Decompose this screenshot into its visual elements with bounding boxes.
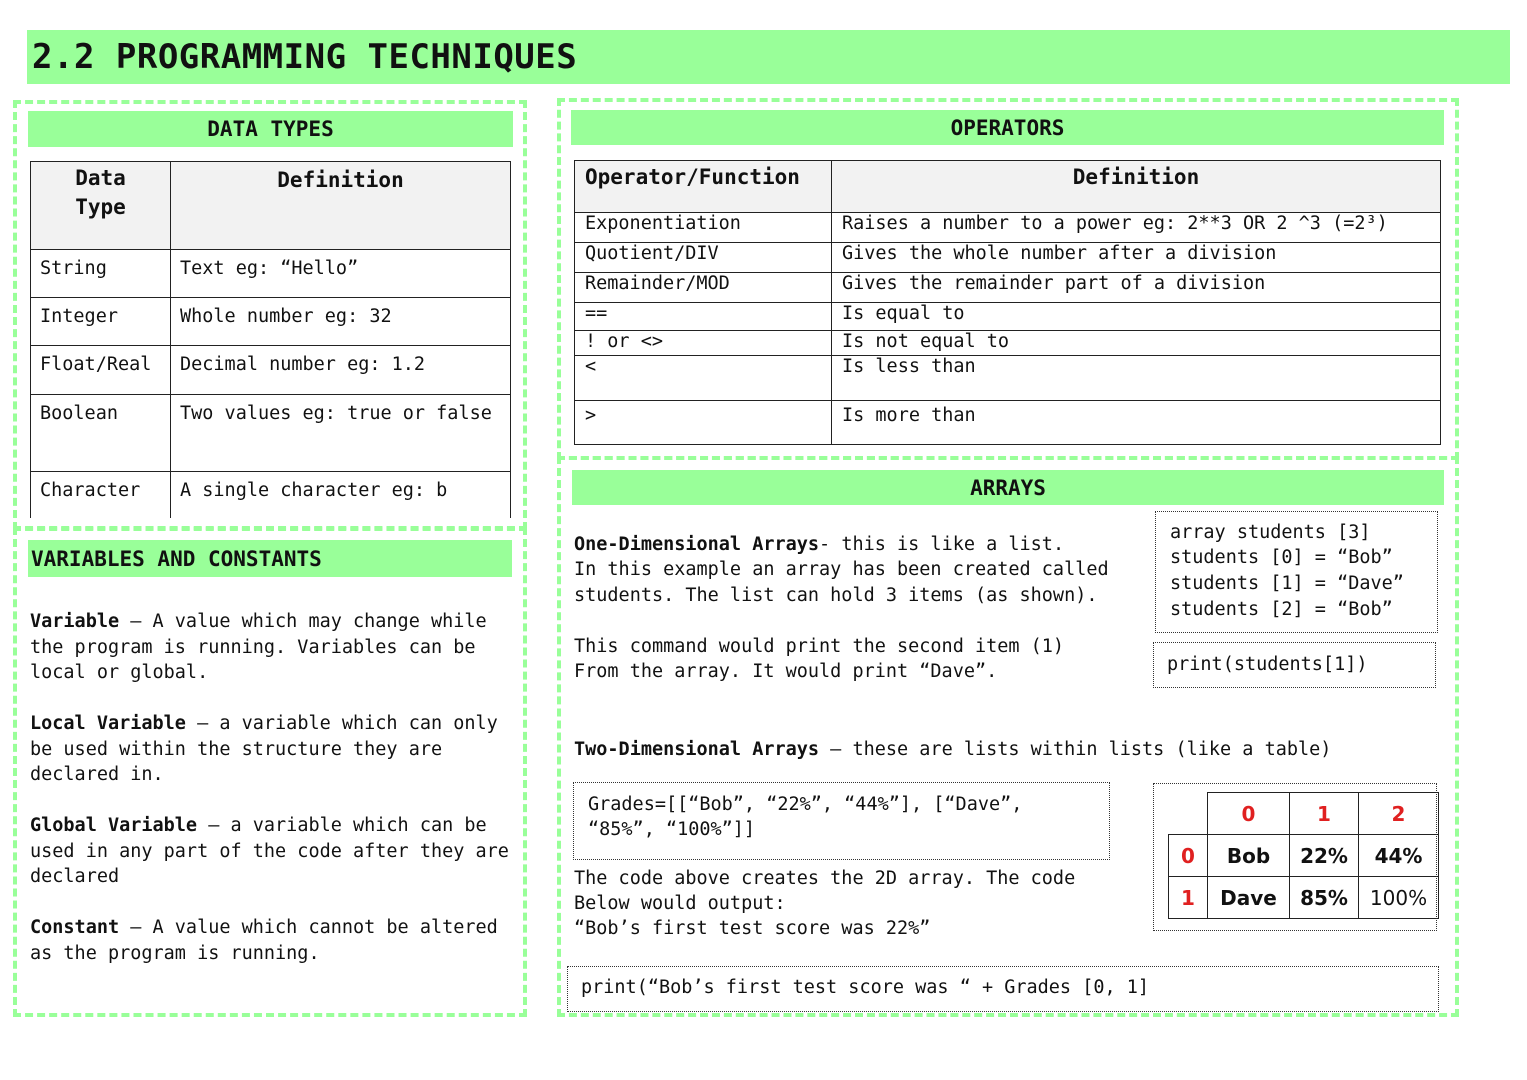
data-type-name: Integer [31,298,171,346]
data-type-name: Character [31,472,171,518]
table-row [575,356,1441,401]
data-type-name: String [31,250,171,298]
code-line: students [0] = “Bob” [1170,547,1393,568]
two-d-array-grid [1168,792,1439,919]
constant-definition [30,915,510,966]
operators-col-op: Operator/Function [575,161,832,213]
table-row [1169,877,1439,919]
grid-row-header: 0 [1169,835,1208,877]
grades-code-line-1: Grades=[[“Bob”, “22%”, “44%”], [“Dave”, [588,794,1023,815]
operator-definition: Is not equal to [832,331,1441,356]
grid-cell: 22% [1290,835,1359,877]
grid-col-header: 0 [1208,793,1290,835]
term-text: – A value which may change while the program is running. Variables can be local or global. [30,611,487,683]
print-explanation-line-2: From the array. It would print “Dave”. [574,661,998,682]
data-type-name: Boolean [31,395,171,472]
grid-cell: 100% [1359,877,1439,919]
data-type-name: Float/Real [31,346,171,395]
grid-corner [1169,793,1208,835]
one-d-array-line-2: In this example an array has been created called [574,559,1109,580]
operator-definition: Gives the remainder part of a division [832,273,1441,303]
operator-definition: Gives the whole number after a division [832,243,1441,273]
two-d-array-term: Two-Dimensional Arrays [574,739,820,760]
variable-definition [30,609,510,686]
page-title: 2.2 PROGRAMMING TECHNIQUES [32,37,578,77]
operators-table [574,160,1441,445]
global-variable-definition [30,813,510,890]
table-row [31,298,511,346]
table-row [1169,835,1439,877]
grid-cell: 44% [1359,835,1439,877]
operator-name: Exponentiation [575,213,832,243]
page-title-bar [27,30,1510,84]
two-d-array-text: – these are lists within lists (like a table) [819,739,1332,760]
term: Constant [30,917,120,938]
operator-name: Remainder/MOD [575,273,832,303]
code-line: students [2] = “Bob” [1170,599,1393,620]
table-row [31,346,511,395]
operator-name: ! or <> [575,331,832,356]
output-text-line-1: The code above creates the 2D array. The code [574,868,1076,889]
local-variable-definition [30,711,510,788]
data-types-col-type: Data Type [31,162,171,250]
table-row [31,395,511,472]
table-row [31,250,511,298]
term-text: – A value which cannot be altered as the program is running. [30,917,498,964]
operator-definition: Is less than [832,356,1441,401]
grid-row-header: 1 [1169,877,1208,919]
data-types-table [30,161,511,518]
one-d-array-term: One-Dimensional Arrays [574,534,820,555]
operator-name: == [575,303,832,331]
data-type-definition: Text eg: “Hello” [171,250,511,298]
table-row [575,243,1441,273]
data-type-definition: Decimal number eg: 1.2 [171,346,511,395]
variables-heading: VARIABLES AND CONSTANTS [28,540,512,577]
operator-definition: Is equal to [832,303,1441,331]
grid-col-header: 2 [1359,793,1439,835]
grid-cell: 85% [1290,877,1359,919]
two-d-array-line [574,737,1331,763]
table-row [575,273,1441,303]
grades-code-line-2: “85%”, “100%”]] [588,819,756,840]
data-types-col-definition: Definition [171,162,511,250]
table-row [575,303,1441,331]
data-type-definition: Whole number eg: 32 [171,298,511,346]
grid-cell: Bob [1208,835,1290,877]
term: Local Variable [30,713,186,734]
print-code: print(students[1]) [1167,654,1368,675]
output-text-line-2: Below would output: [574,893,786,914]
operators-col-definition: Definition [832,161,1441,213]
data-types-heading: DATA TYPES [28,111,513,147]
operator-name: > [575,401,832,445]
table-row [575,331,1441,356]
data-type-definition: Two values eg: true or false [171,395,511,472]
one-d-array-line-3: students. The list can hold 3 items (as shown). [574,585,1098,606]
operator-name: Quotient/DIV [575,243,832,273]
table-row [31,472,511,518]
term: Variable [30,611,120,632]
term-text: – a variable which can only be used within the structure they are declared in. [30,713,498,785]
data-type-definition: A single character eg: b [171,472,511,518]
one-d-array-text: - this is like a list. [819,534,1065,555]
grid-col-header: 1 [1290,793,1359,835]
print-explanation-line-1: This command would print the second item (1) [574,636,1065,657]
operator-definition: Raises a number to a power eg: 2**3 OR 2 ^3 (=2³) [832,213,1441,243]
code-line: students [1] = “Dave” [1170,573,1404,594]
operator-name: < [575,356,832,401]
table-row [575,401,1441,445]
arrays-heading: ARRAYS [572,470,1444,505]
output-text-line-3: “Bob’s first test score was 22%” [574,918,931,939]
one-d-array-line-1 [574,532,1064,558]
code-line: array students [3] [1170,522,1371,543]
final-code: print(“Bob’s first test score was “ + Grades [0, 1] [581,977,1150,998]
grid-cell: Dave [1208,877,1290,919]
operators-heading: OPERATORS [571,110,1444,145]
term: Global Variable [30,815,198,836]
operator-definition: Is more than [832,401,1441,445]
term-text: – a variable which can be used in any part of the code after they are declared [30,815,509,887]
table-row [575,213,1441,243]
